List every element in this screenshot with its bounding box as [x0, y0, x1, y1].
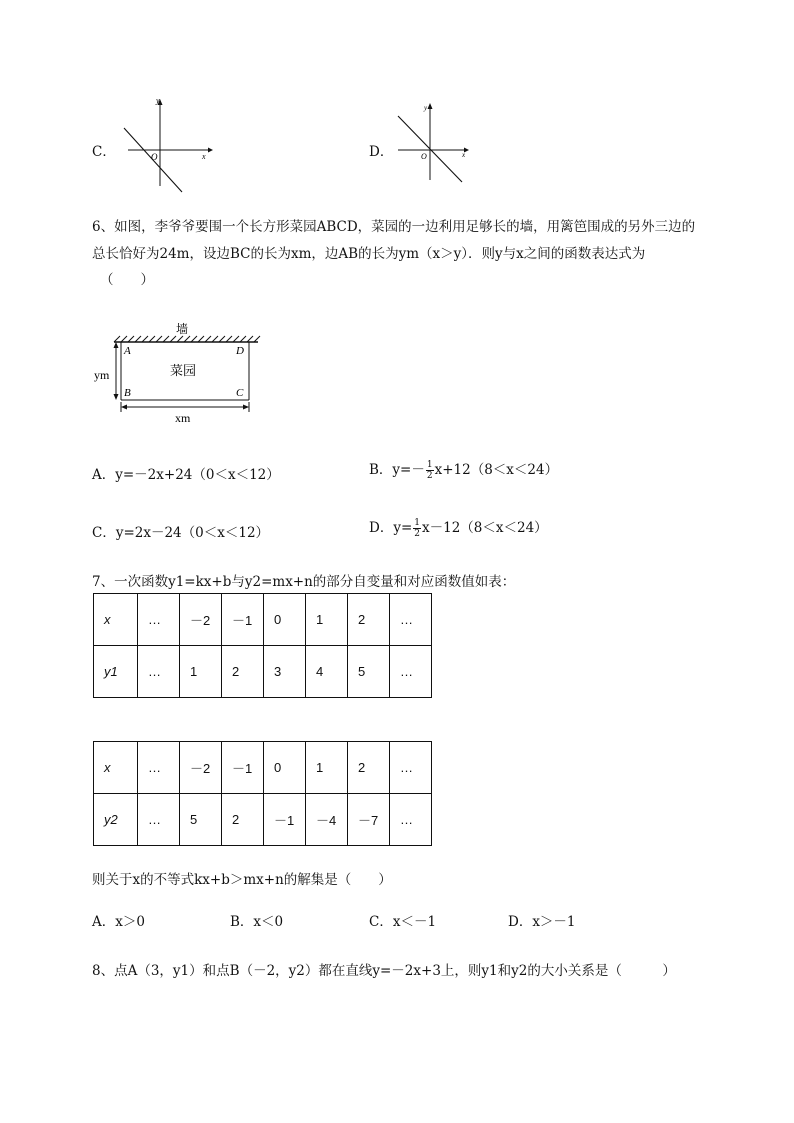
- q6-line3: （ ）: [100, 272, 154, 288]
- table-cell: …: [138, 794, 180, 846]
- q8-text: 8、点A（3，y1）和点B（－2，y2）都在直线y=－2x+3上，则y1和y2的大小关系是（ ）: [92, 963, 676, 979]
- q6-option-d-numerator: 1: [414, 518, 420, 528]
- table-cell: －4: [306, 794, 348, 846]
- table-cell: 1: [306, 594, 348, 646]
- q7-option-d: D．x＞－1: [508, 914, 576, 930]
- table-cell: …: [138, 742, 180, 794]
- q6-option-b-suffix: x+12（8＜x＜24）: [434, 462, 559, 478]
- q7-intro: 7、一次函数y1=kx+b与y2=mx+n的部分自变量和对应函数值如表：: [92, 574, 516, 590]
- table-cell: x: [94, 742, 138, 794]
- q7-table1-value-row: [94, 646, 432, 698]
- table-cell: …: [390, 794, 432, 846]
- q6-xm-label: xm: [175, 411, 191, 425]
- q6-point-d: D: [236, 345, 244, 357]
- q6-wall-label: 墙: [176, 322, 189, 336]
- q6-option-d-denominator: 2: [414, 529, 420, 539]
- table-cell: －1: [222, 742, 264, 794]
- table-cell: －2: [180, 594, 222, 646]
- table-cell: …: [390, 594, 432, 646]
- q6-point-b: B: [124, 387, 131, 399]
- table-cell: 2: [348, 594, 390, 646]
- q5-d-axis-y: y: [424, 104, 428, 112]
- q6-option-b: [369, 458, 558, 481]
- q6-option-b-denominator: 2: [426, 471, 433, 481]
- table-cell: 0: [264, 594, 306, 646]
- q6-point-c: C: [236, 387, 244, 399]
- table-cell: 2: [348, 742, 390, 794]
- table-cell: y2: [94, 794, 138, 846]
- table-cell: 4: [306, 646, 348, 698]
- q6-garden-label: 菜园: [170, 364, 197, 379]
- table-cell: 5: [180, 794, 222, 846]
- q6-option-b-fraction: [426, 460, 434, 481]
- q6-ym-label: ym: [94, 368, 110, 382]
- table-cell: 0: [264, 742, 306, 794]
- q7-table-y1: [93, 593, 432, 698]
- q7-table2-header-row: [94, 742, 432, 794]
- q6-option-a: A．y=－2x+24（0＜x＜12）: [92, 467, 280, 483]
- table-cell: 3: [264, 646, 306, 698]
- q7-table1-header-row: [94, 594, 432, 646]
- table-cell: y1: [94, 646, 138, 698]
- q5-option-c-label: C．: [92, 144, 116, 160]
- q6-option-d-prefix: D．y=: [369, 520, 413, 536]
- q5-c-axis-x: x: [202, 152, 206, 161]
- table-cell: x: [94, 594, 138, 646]
- q6-line1: 6、如图，李爷爷要围一个长方形菜园ABCD，菜园的一边利用足够长的墙，用篱笆围成的另外三边的: [92, 219, 696, 235]
- table-cell: －1: [264, 794, 306, 846]
- q6-option-d: [369, 516, 548, 539]
- table-cell: －7: [348, 794, 390, 846]
- q5-option-c-graph: [118, 96, 214, 196]
- q6-option-d-suffix: x－12（8＜x＜24）: [422, 520, 548, 536]
- table-cell: 2: [222, 646, 264, 698]
- q5-d-origin: O: [421, 152, 427, 161]
- q7-option-a: A．x＞0: [92, 914, 145, 930]
- q6-garden-figure: [92, 318, 272, 430]
- table-cell: －1: [222, 594, 264, 646]
- q6-line2: 总长恰好为24m，设边BC的长为xm，边AB的长为ym（x＞y）．则y与x之间的函数表达式为: [92, 246, 646, 262]
- q7-table2-value-row: [94, 794, 432, 846]
- table-cell: …: [390, 742, 432, 794]
- table-cell: －2: [180, 742, 222, 794]
- q6-option-b-numerator: 1: [426, 460, 433, 470]
- q5-option-d-graph: [392, 100, 476, 188]
- q6-option-d-fraction: [413, 518, 421, 539]
- table-cell: 1: [180, 646, 222, 698]
- q5-option-d-label: D．: [369, 144, 394, 160]
- q6-option-b-prefix: B．y=－: [369, 462, 425, 478]
- q6-point-a: A: [124, 345, 131, 357]
- q5-c-axis-y: y: [156, 96, 160, 105]
- table-cell: 1: [306, 742, 348, 794]
- q7-table-y2: [93, 741, 432, 846]
- q5-c-origin: O: [151, 152, 158, 162]
- q5-d-axis-x: x: [462, 151, 466, 159]
- table-cell: …: [138, 646, 180, 698]
- table-cell: …: [138, 594, 180, 646]
- q7-option-c: C．x＜－1: [369, 914, 437, 930]
- q7-question: 则关于x的不等式kx+b＞mx+n的解集是（ ）: [92, 872, 392, 888]
- q7-option-b: B．x＜0: [230, 914, 284, 930]
- table-cell: 2: [222, 794, 264, 846]
- table-cell: …: [390, 646, 432, 698]
- q6-option-c: C．y=2x－24（0＜x＜12）: [92, 525, 270, 541]
- table-cell: 5: [348, 646, 390, 698]
